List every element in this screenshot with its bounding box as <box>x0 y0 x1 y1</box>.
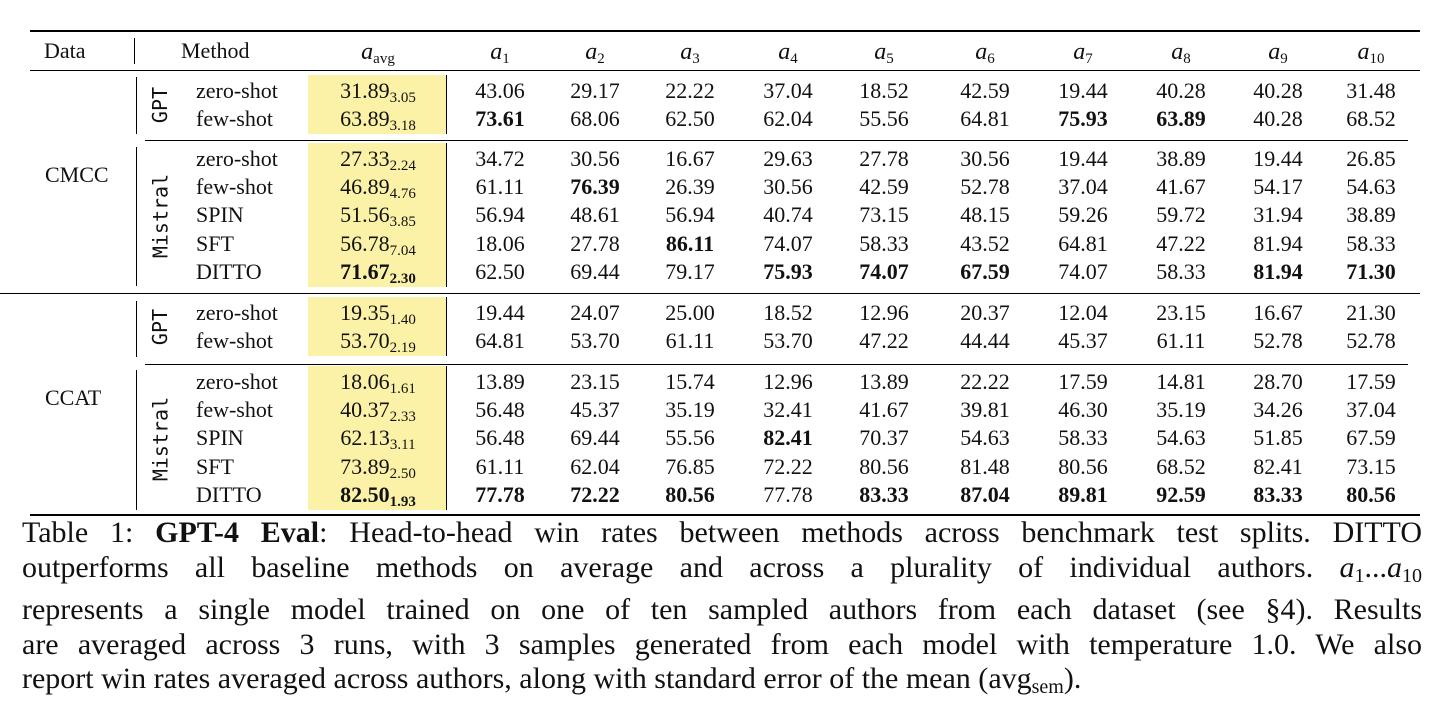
cmcc-mistral-a1-value: 61.11 <box>475 174 525 200</box>
ccat-mistral-a10-value: 37.04 <box>1346 397 1396 423</box>
cmcc-mistral-avg-value: $46.89_{4.76}$ <box>340 174 416 203</box>
ccat-mistral-method-spin: SPIN <box>196 425 244 451</box>
cmcc-mistral-avg-value: $71.67_{2.30}$ <box>340 258 416 287</box>
cmcc-mistral-a8-value: 58.33 <box>1156 258 1206 284</box>
ccat-mistral-a9-value: 51.85 <box>1253 425 1303 451</box>
table-caption <box>22 516 1422 705</box>
cmcc-gpt-a9-value: 40.28 <box>1253 78 1303 103</box>
ccat-mistral-a4-value: 77.78 <box>763 481 813 507</box>
caption-title: GPT-4 Eval <box>155 516 320 549</box>
cmcc-gpt-bracket <box>136 77 137 134</box>
cmcc-mistral-a7-value: 19.44 <box>1058 146 1108 171</box>
caption-line-2 <box>22 551 1422 594</box>
cmcc-mistral-a10-value: 58.33 <box>1346 230 1396 256</box>
cmcc-mistral-a9-value: 54.17 <box>1253 174 1303 200</box>
ccat-mistral-method-few-shot: few-shot <box>196 397 273 423</box>
ccat-gpt-a10-value: 52.78 <box>1346 328 1396 354</box>
cmcc-gpt-a7-value: 75.93 <box>1058 106 1108 132</box>
ccat-mistral-a8-value: 54.63 <box>1156 425 1206 451</box>
cmcc-mistral-a6-value: 67.59 <box>960 258 1010 284</box>
ccat-gpt-a1-value: 64.81 <box>475 328 525 354</box>
cmcc-mistral-a1-value: 18.06 <box>475 230 525 256</box>
ccat-mistral-a6-value: 54.63 <box>960 425 1010 451</box>
dataset-label-cmcc: CMCC <box>45 162 109 187</box>
cmcc-mistral-a1-value: 34.72 <box>475 146 525 171</box>
caption-line-3: represents a single model trained on one of ten sampled authors from each dataset (see §4). Results <box>22 593 1422 626</box>
ccat-mistral-avg-value: $73.89_{2.50}$ <box>340 453 416 482</box>
cmcc-mistral-a6-value: 52.78 <box>960 174 1010 200</box>
caption-avg-sem: avgsem <box>988 662 1064 698</box>
ccat-mistral-a9-value: 83.33 <box>1253 481 1303 507</box>
cmcc-gpt-model-label: GPT <box>147 87 172 124</box>
cmcc-mistral-avg-value: $27.33_{2.24}$ <box>340 146 416 174</box>
ccat-mistral-a3-value: 76.85 <box>665 453 715 479</box>
ccat-mistral-a2-value: 69.44 <box>570 425 620 451</box>
ccat-mistral-a8-value: 35.19 <box>1156 397 1206 423</box>
header-col-10: $a_{10}$ <box>1357 39 1385 67</box>
caption-label: Table 1: <box>22 516 156 549</box>
cmcc-mistral-bracket <box>136 147 137 286</box>
cmcc-mistral-a9-value: 81.94 <box>1253 258 1303 284</box>
cmcc-mistral-a1-value: 56.94 <box>475 202 525 228</box>
cmcc-mistral-method-spin: SPIN <box>196 202 244 228</box>
header-data: Data <box>44 38 86 63</box>
cmcc-gpt-a5-value: 18.52 <box>859 78 909 103</box>
ccat-gpt-a1-value: 19.44 <box>475 300 525 325</box>
header-method: Method <box>181 38 250 63</box>
top-rule <box>30 30 1420 32</box>
cmcc-gpt-a1-value: 73.61 <box>475 106 525 132</box>
ccat-gpt-a6-value: 20.37 <box>960 300 1010 325</box>
ccat-gpt-a7-value: 12.04 <box>1058 300 1108 325</box>
ccat-mistral-method-ditto: DITTO <box>196 481 262 507</box>
ccat-mistral-a2-value: 62.04 <box>570 453 620 479</box>
cmcc-gpt-a6-value: 64.81 <box>960 106 1010 132</box>
dataset-divider <box>0 293 1420 294</box>
cmcc-gpt-a2-value: 29.17 <box>570 78 620 103</box>
ccat-gpt-a3-value: 61.11 <box>665 328 715 354</box>
ccat-mistral-a3-value: 80.56 <box>665 481 715 507</box>
ccat-gpt-a6-value: 44.44 <box>960 328 1010 354</box>
ccat-mistral-a8-value: 68.52 <box>1156 453 1206 479</box>
ccat-mistral-a1-value: 77.78 <box>475 481 525 507</box>
header-col-1: $a_1$ <box>490 39 510 67</box>
cmcc-mistral-a3-value: 26.39 <box>665 174 715 200</box>
ccat-mistral-a4-value: 82.41 <box>763 425 813 451</box>
ccat-mistral-a4-value: 32.41 <box>763 397 813 423</box>
cmcc-gpt-method-few-shot: few-shot <box>196 106 273 132</box>
cmcc-mistral-a4-value: 40.74 <box>763 202 813 228</box>
header-col-avg: $a_{avg}$ <box>361 39 395 67</box>
ccat-gpt-avg-value: $19.35_{1.40}$ <box>340 300 416 328</box>
cmcc-mistral-a5-value: 27.78 <box>859 146 909 171</box>
ccat-mistral-a5-value: 41.67 <box>859 397 909 423</box>
ccat-mistral-bracket <box>136 370 137 510</box>
ccat-gpt-a2-value: 24.07 <box>570 300 620 325</box>
ccat-mistral-a1-value: 56.48 <box>475 425 525 451</box>
cmcc-gpt-avg-value: $63.89_{3.18}$ <box>340 106 416 135</box>
cmcc-mistral-a1-value: 62.50 <box>475 258 525 284</box>
ccat-mistral-a1-value: 56.48 <box>475 397 525 423</box>
cmcc-mistral-a7-value: 64.81 <box>1058 230 1108 256</box>
cmcc-gpt-a5-value: 55.56 <box>859 106 909 132</box>
ccat-gpt-avg-value: $53.70_{2.19}$ <box>340 328 416 357</box>
cmcc-mistral-a3-value: 16.67 <box>665 146 715 171</box>
ccat-mistral-model-label: Mistral <box>148 396 172 481</box>
ccat-mistral-a1-value: 61.11 <box>475 453 525 479</box>
cmcc-mistral-avg-value: $56.78_{7.04}$ <box>340 230 416 259</box>
cmcc-mistral-a5-value: 74.07 <box>859 258 909 284</box>
cmcc-gpt-a7-value: 19.44 <box>1058 78 1108 103</box>
cmcc-mistral-a8-value: 41.67 <box>1156 174 1206 200</box>
caption-ellipsis: ... <box>1364 550 1388 584</box>
ccat-mistral-a6-value: 39.81 <box>960 397 1010 423</box>
ccat-mistral-a4-value: 72.22 <box>763 453 813 479</box>
cmcc-mistral-avg-value: $51.56_{3.85}$ <box>340 202 416 231</box>
ccat-mistral-a7-value: 58.33 <box>1058 425 1108 451</box>
ccat-mistral-method-sft: SFT <box>196 453 234 479</box>
header-col-2: $a_2$ <box>585 39 605 67</box>
ccat-mistral-a9-value: 82.41 <box>1253 453 1303 479</box>
ccat-mistral-a3-value: 35.19 <box>665 397 715 423</box>
ccat-mistral-a7-value: 46.30 <box>1058 397 1108 423</box>
ccat-gpt-a8-value: 23.15 <box>1156 300 1206 325</box>
header-col-8: $a_8$ <box>1171 39 1191 67</box>
ccat-mistral-a3-value: 55.56 <box>665 425 715 451</box>
cmcc-mistral-a8-value: 59.72 <box>1156 202 1206 228</box>
ccat-mistral-a6-value: 81.48 <box>960 453 1010 479</box>
header-col-6: $a_6$ <box>975 39 995 67</box>
cmcc-gpt-a6-value: 42.59 <box>960 78 1010 103</box>
ccat-mistral-avg-value: $62.13_{3.11}$ <box>340 425 416 454</box>
cmcc-gpt-a9-value: 40.28 <box>1253 106 1303 132</box>
ccat-gpt-a4-value: 53.70 <box>763 328 813 354</box>
cmcc-gpt-a3-value: 22.22 <box>665 78 715 103</box>
ccat-mistral-a1-value: 13.89 <box>475 369 525 394</box>
cmcc-mistral-a2-value: 27.78 <box>570 230 620 256</box>
cmcc-mistral-a9-value: 81.94 <box>1253 230 1303 256</box>
header-separator <box>134 38 135 64</box>
cmcc-mistral-a3-value: 86.11 <box>665 230 715 256</box>
cmcc-gpt-a3-value: 62.50 <box>665 106 715 132</box>
caption-line-1 <box>22 516 1422 551</box>
cmcc-mistral-a7-value: 74.07 <box>1058 258 1108 284</box>
cmcc-mistral-a4-value: 75.93 <box>763 258 813 284</box>
cmcc-mistral-a9-value: 31.94 <box>1253 202 1303 228</box>
cmcc-gpt-a8-value: 40.28 <box>1156 78 1206 103</box>
caption-line2-text: outperforms all baseline methods on average and across a plurality of individual authors. <box>22 550 1314 584</box>
caption-math-a10: a10 <box>1387 550 1423 587</box>
caption-math-a1: a1 <box>1339 550 1365 587</box>
ccat-gpt-method-few-shot: few-shot <box>196 328 273 354</box>
ccat-mistral-method-zero-shot: zero-shot <box>196 369 278 394</box>
ccat-gpt-bracket <box>136 301 137 357</box>
cmcc-mistral-a2-value: 48.61 <box>570 202 620 228</box>
cmcc-gpt-a4-value: 62.04 <box>763 106 813 132</box>
cmcc-mistral-a10-value: 71.30 <box>1346 258 1396 284</box>
cmcc-gpt-a10-value: 68.52 <box>1346 106 1396 132</box>
ccat-mistral-a4-value: 12.96 <box>763 369 813 394</box>
cmcc-mistral-method-few-shot: few-shot <box>196 174 273 200</box>
ccat-mistral-a2-value: 45.37 <box>570 397 620 423</box>
ccat-mistral-a2-value: 23.15 <box>570 369 620 394</box>
ccat-mistral-a10-value: 17.59 <box>1346 369 1396 394</box>
ccat-mistral-a2-value: 72.22 <box>570 481 620 507</box>
cmcc-mistral-a6-value: 48.15 <box>960 202 1010 228</box>
cmcc-mistral-a2-value: 76.39 <box>570 174 620 200</box>
ccat-mistral-a3-value: 15.74 <box>665 369 715 394</box>
cmcc-mistral-a10-value: 54.63 <box>1346 174 1396 200</box>
cmcc-gpt-a4-value: 37.04 <box>763 78 813 103</box>
ccat-mistral-a10-value: 67.59 <box>1346 425 1396 451</box>
cmcc-mistral-a2-value: 30.56 <box>570 146 620 171</box>
ccat-mistral-a6-value: 87.04 <box>960 481 1010 507</box>
ccat-mistral-a9-value: 28.70 <box>1253 369 1303 394</box>
cmcc-mistral-method-sft: SFT <box>196 230 234 256</box>
cmcc-mistral-a10-value: 26.85 <box>1346 146 1396 171</box>
ccat-gpt-a8-value: 61.11 <box>1156 328 1206 354</box>
cmcc-mistral-a4-value: 74.07 <box>763 230 813 256</box>
cmcc-mistral-a4-value: 30.56 <box>763 174 813 200</box>
ccat-mistral-a10-value: 73.15 <box>1346 453 1396 479</box>
ccat-mistral-a8-value: 92.59 <box>1156 481 1206 507</box>
header-col-4: $a_4$ <box>778 39 798 67</box>
ccat-model-divider <box>145 364 1408 365</box>
cmcc-mistral-method-zero-shot: zero-shot <box>196 146 278 171</box>
cmcc-mistral-a7-value: 37.04 <box>1058 174 1108 200</box>
ccat-gpt-a9-value: 52.78 <box>1253 328 1303 354</box>
ccat-gpt-method-zero-shot: zero-shot <box>196 300 278 325</box>
cmcc-mistral-a3-value: 79.17 <box>665 258 715 284</box>
ccat-gpt-a10-value: 21.30 <box>1346 300 1396 325</box>
cmcc-mistral-a8-value: 47.22 <box>1156 230 1206 256</box>
ccat-mistral-avg-value: $18.06_{1.61}$ <box>340 369 416 397</box>
ccat-gpt-model-label: GPT <box>147 309 172 346</box>
cmcc-mistral-a7-value: 59.26 <box>1058 202 1108 228</box>
dataset-label-ccat: CCAT <box>45 385 102 410</box>
ccat-mistral-a5-value: 83.33 <box>859 481 909 507</box>
cmcc-mistral-a5-value: 73.15 <box>859 202 909 228</box>
ccat-mistral-a7-value: 80.56 <box>1058 453 1108 479</box>
ccat-gpt-a7-value: 45.37 <box>1058 328 1108 354</box>
ccat-mistral-avg-value: $40.37_{2.33}$ <box>340 397 416 426</box>
cmcc-mistral-a4-value: 29.63 <box>763 146 813 171</box>
cmcc-gpt-a8-value: 63.89 <box>1156 106 1206 132</box>
ccat-mistral-a10-value: 80.56 <box>1346 481 1396 507</box>
header-col-7: $a_7$ <box>1073 39 1093 67</box>
ccat-gpt-a9-value: 16.67 <box>1253 300 1303 325</box>
ccat-mistral-a8-value: 14.81 <box>1156 369 1206 394</box>
cmcc-mistral-a2-value: 69.44 <box>570 258 620 284</box>
header-col-5: $a_5$ <box>874 39 894 67</box>
ccat-mistral-a5-value: 80.56 <box>859 453 909 479</box>
ccat-mistral-a9-value: 34.26 <box>1253 397 1303 423</box>
ccat-mistral-a5-value: 70.37 <box>859 425 909 451</box>
cmcc-mistral-a6-value: 30.56 <box>960 146 1010 171</box>
ccat-gpt-a4-value: 18.52 <box>763 300 813 325</box>
cmcc-gpt-a2-value: 68.06 <box>570 106 620 132</box>
cmcc-gpt-a1-value: 43.06 <box>475 78 525 103</box>
cmcc-mistral-a8-value: 38.89 <box>1156 146 1206 171</box>
caption-line-5: report win rates averaged across authors, along with standard error of the mean (avgsem). <box>22 662 1082 698</box>
ccat-mistral-a7-value: 89.81 <box>1058 481 1108 507</box>
cmcc-mistral-method-ditto: DITTO <box>196 258 262 284</box>
ccat-mistral-a7-value: 17.59 <box>1058 369 1108 394</box>
cmcc-mistral-a5-value: 58.33 <box>859 230 909 256</box>
cmcc-gpt-avg-value: $31.89_{3.05}$ <box>340 78 416 106</box>
ccat-mistral-a5-value: 13.89 <box>859 369 909 394</box>
caption-line-4: are averaged across 3 runs, with 3 samples generated from each model with temperature 1.0. We also <box>22 627 1422 661</box>
cmcc-gpt-a10-value: 31.48 <box>1346 78 1396 103</box>
header-col-3: $a_3$ <box>680 39 700 67</box>
ccat-gpt-a2-value: 53.70 <box>570 328 620 354</box>
ccat-gpt-a5-value: 12.96 <box>859 300 909 325</box>
ccat-mistral-avg-value: $82.50_{1.93}$ <box>340 481 416 510</box>
header-col-9: $a_9$ <box>1268 39 1288 67</box>
ccat-gpt-a3-value: 25.00 <box>665 300 715 325</box>
cmcc-mistral-a3-value: 56.94 <box>665 202 715 228</box>
ccat-gpt-a5-value: 47.22 <box>859 328 909 354</box>
caption-line1-text: : Head-to-head win rates between methods across benchmark test splits. DITTO <box>319 516 1423 549</box>
ccat-mistral-a6-value: 22.22 <box>960 369 1010 394</box>
cmcc-mistral-model-label: Mistral <box>148 173 172 258</box>
cmcc-mistral-a10-value: 38.89 <box>1346 202 1396 228</box>
cmcc-mistral-a9-value: 19.44 <box>1253 146 1303 171</box>
cmcc-mistral-a6-value: 43.52 <box>960 230 1010 256</box>
cmcc-mistral-a5-value: 42.59 <box>859 174 909 200</box>
cmcc-gpt-method-zero-shot: zero-shot <box>196 78 278 103</box>
